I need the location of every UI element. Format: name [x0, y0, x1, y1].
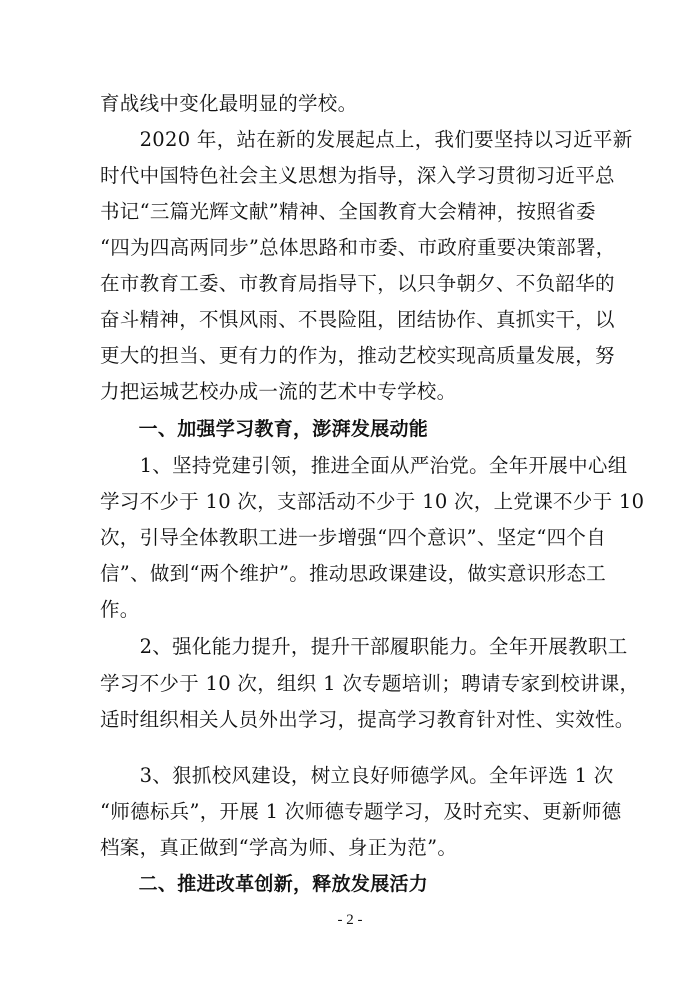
text-line: 奋斗精神，不惧风雨、不畏险阻，团结协作、真抓实干，以	[100, 308, 615, 332]
page-number: - 2 -	[337, 912, 363, 928]
text-line: 作。	[100, 598, 140, 622]
text-line: 学习不少于 10 次，组织 1 次专题培训；聘请专家到校讲课，	[100, 671, 640, 695]
text-line: “四为四高两同步”总体思路和市委、市政府重要决策部署，	[100, 236, 616, 260]
text-line: 力把运城艺校办成一流的艺术中专学校。	[100, 380, 457, 404]
paragraph-first-line: 3、狠抓校风建设，树立良好师德学风。全年评选 1 次	[100, 763, 614, 787]
section-heading: 二、推进改革创新，释放发展活力	[100, 873, 429, 895]
text-line: 在市教育工委、市教育局指导下，以只争朝夕、不负韶华的	[100, 272, 615, 296]
text-line: 书记“三篇光辉文献”精神、全国教育大会精神，按照省委	[100, 200, 596, 224]
text-line: 学习不少于 10 次，支部活动不少于 10 次，上党课不少于 10	[100, 490, 645, 514]
paragraph-first-line: 2020 年，站在新的发展起点上，我们要坚持以习近平新	[100, 128, 633, 151]
text-line: 适时组织相关人员外出学习，提高学习教育针对性、实效性。	[100, 707, 635, 731]
text-line: 次，引导全体教职工进一步增强“四个意识”、坚定“四个自	[100, 526, 607, 550]
text-line: “师德标兵”，开展 1 次师德专题学习，及时充实、更新师德	[100, 799, 622, 823]
text-line: 更大的担当、更有力的作为，推动艺校实现高质量发展，努	[100, 344, 615, 368]
paragraph-first-line: 2、强化能力提升，提升干部履职能力。全年开展教职工	[100, 635, 628, 659]
paragraph-first-line: 1、坚持党建引领，推进全面从严治党。全年开展中心组	[100, 454, 628, 478]
text-line: 育战线中变化最明显的学校。	[100, 92, 358, 115]
text-line: 信”、做到“两个维护”。推动思政课建设，做实意识形态工	[100, 562, 607, 586]
text-line: 档案，真正做到“学高为师、身正为范”。	[100, 836, 458, 859]
text-line: 时代中国特色社会主义思想为指导，深入学习贯彻习近平总	[100, 164, 615, 188]
section-heading: 一、加强学习教育，澎湃发展动能	[100, 418, 429, 441]
